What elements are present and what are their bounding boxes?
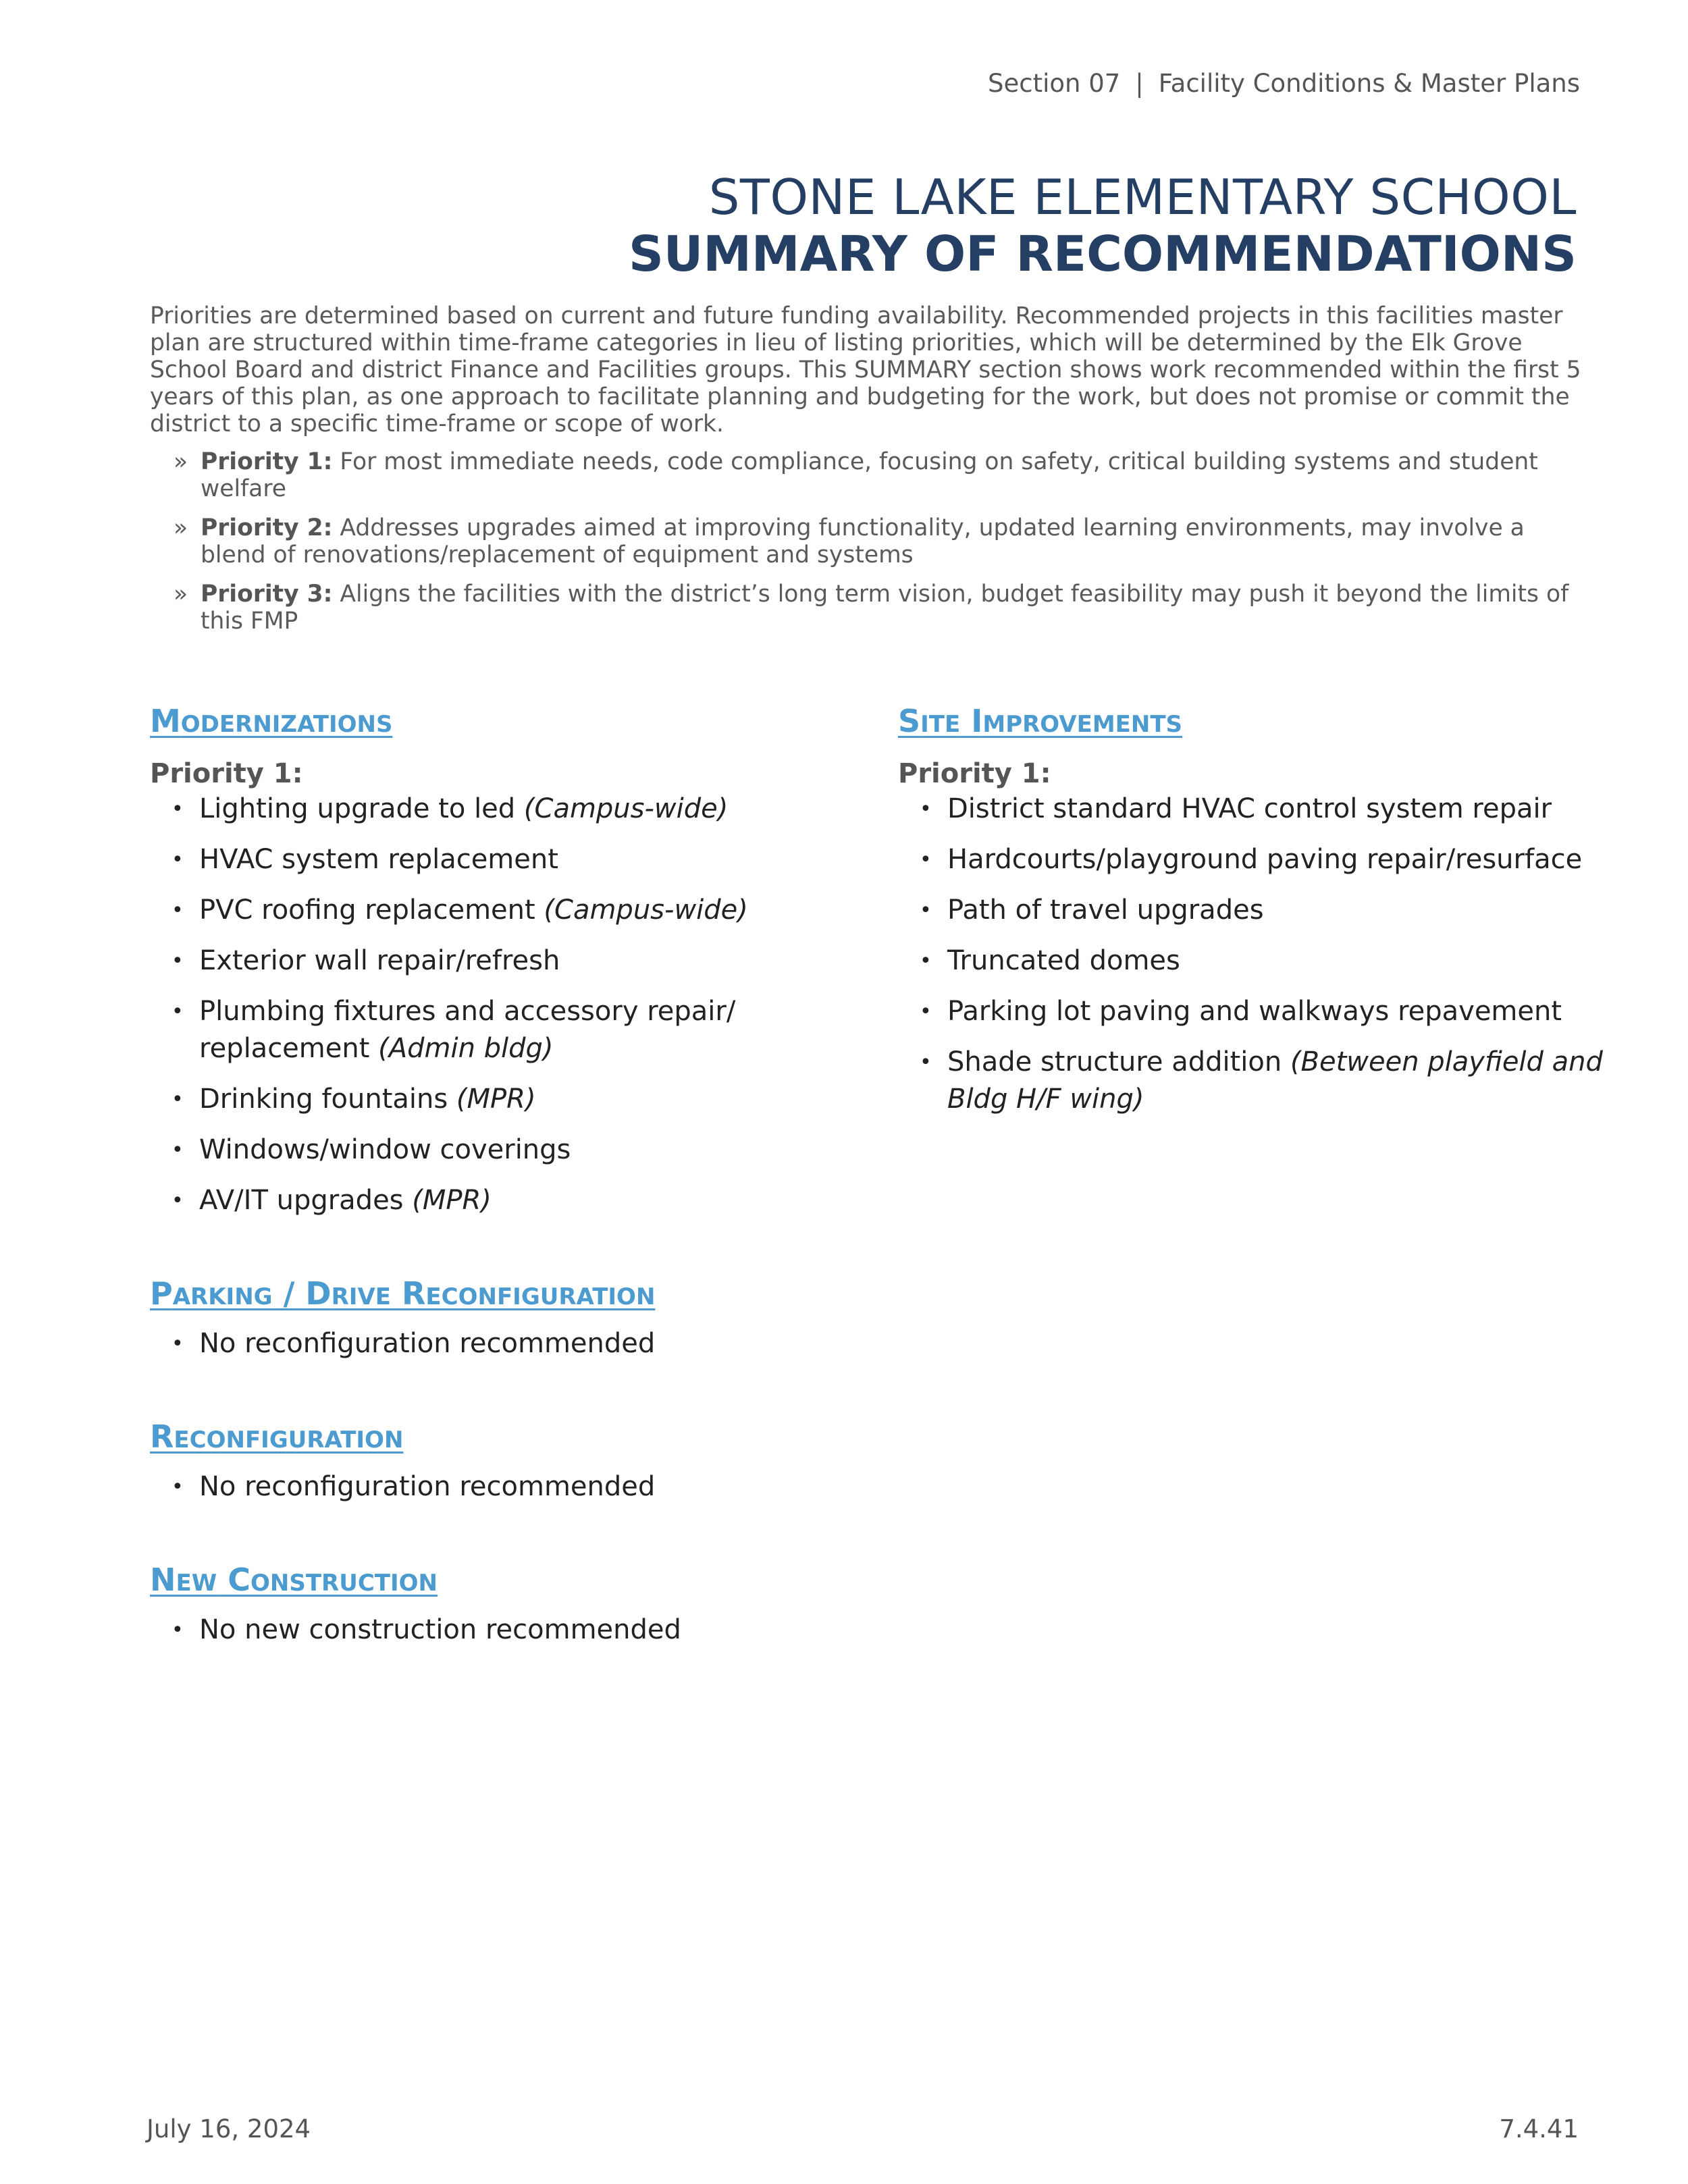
list-item <box>150 892 859 929</box>
item-note: (Between playfield and Bldg H/F wing) <box>947 1046 1603 1115</box>
heading-initial: R <box>390 1275 426 1312</box>
running-header <box>988 69 1580 98</box>
parking-drive-section <box>150 1275 859 1362</box>
heading-initial: D <box>305 1275 332 1312</box>
heading-rest: ITE <box>920 711 961 738</box>
site-improvements-list <box>898 791 1607 1118</box>
heading-rest: EW <box>176 1570 217 1597</box>
reconfiguration-list <box>150 1468 859 1506</box>
bullet-icon: • <box>172 1088 184 1111</box>
item-text: HVAC system replacement <box>199 844 558 875</box>
list-item <box>898 841 1607 878</box>
raquo-icon: » <box>174 448 188 475</box>
item-text: Lighting upgrade to led <box>199 793 524 824</box>
item-note: (Admin bldg) <box>378 1033 554 1064</box>
list-item <box>150 1612 859 1649</box>
right-column <box>898 702 1607 1131</box>
item-text: PVC roofing replacement <box>199 895 544 926</box>
item-text: AV/IT upgrades <box>199 1185 413 1216</box>
heading-initial: I <box>960 703 983 739</box>
site-improvements-heading <box>898 702 1607 743</box>
item-note: (Campus-wide) <box>544 895 748 926</box>
footer-date: July 16, 2024 <box>147 2114 311 2143</box>
modernizations-list <box>150 791 859 1219</box>
list-item <box>150 1468 859 1506</box>
list-item <box>898 993 1607 1030</box>
heading-rest: ECONFIGURATION <box>425 1283 656 1310</box>
item-text: Shade structure addition <box>947 1046 1290 1077</box>
bullet-icon: • <box>920 899 932 922</box>
parking-drive-list <box>150 1325 859 1362</box>
priority-definition <box>150 448 1595 502</box>
priority-definitions <box>150 448 1595 647</box>
heading-initial: C <box>217 1562 251 1598</box>
bullet-icon: • <box>920 949 932 973</box>
bullet-icon: • <box>172 1475 184 1499</box>
heading-initial: N <box>150 1562 176 1598</box>
document-title: SUMMARY OF RECOMMENDATIONS <box>628 225 1577 282</box>
heading-initial: S <box>898 703 921 739</box>
bullet-icon: • <box>172 1189 184 1213</box>
modernizations-section <box>150 702 859 1219</box>
bullet-icon: • <box>172 899 184 922</box>
new-construction-list <box>150 1612 859 1649</box>
chapter-title: Facility Conditions & Master Plans <box>1158 69 1580 98</box>
bullet-icon: • <box>172 1332 184 1356</box>
item-text: District standard HVAC control system repair <box>947 793 1552 824</box>
bullet-icon: • <box>172 1138 184 1162</box>
heading-rest: ONSTRUCTION <box>250 1570 438 1597</box>
bullet-icon: • <box>920 848 932 872</box>
bullet-icon: • <box>172 1000 184 1023</box>
raquo-icon: » <box>174 514 188 541</box>
reconfiguration-section <box>150 1418 859 1506</box>
priority-label: Priority 3: <box>201 581 333 608</box>
priority-label: Priority 1: <box>201 448 333 475</box>
item-text: No new construction recommended <box>199 1614 681 1645</box>
list-item <box>150 1131 859 1169</box>
heading-rest: MPROVEMENTS <box>982 711 1183 738</box>
heading-rest: RIVE <box>331 1283 391 1310</box>
priority-description: Addresses upgrades aimed at improving functionality, updated learning environments, may involve a blend of renovations/replacement of equipment and systems <box>201 514 1525 568</box>
intro-paragraph: Priorities are determined based on current and future funding availability. Recommended projects in this facilities master plan are structured within time-frame categories in lieu of listing priorities, which will be determined by the Elk Grove School Board and district Finance and Facilities groups. This SUMMARY section shows work recommended within the first 5 years of this plan, as one approach to facilitate planning and budgeting for the work, but does not promise or commit the district to a specific time-frame or scope of work. <box>150 302 1581 437</box>
list-item <box>150 993 780 1067</box>
list-item <box>150 1182 859 1219</box>
priority-label: Priority 2: <box>201 514 333 541</box>
left-column <box>150 702 859 1662</box>
section-number: Section 07 <box>987 69 1121 98</box>
item-text: No reconfiguration recommended <box>199 1471 656 1502</box>
heading-rest: ECONFIGURATION <box>174 1427 404 1454</box>
new-construction-heading <box>150 1561 859 1602</box>
bullet-icon: • <box>920 1050 932 1074</box>
list-item <box>150 1325 859 1362</box>
list-item <box>898 942 1607 980</box>
bullet-icon: • <box>172 949 184 973</box>
item-text: No reconfiguration recommended <box>199 1328 656 1359</box>
priority-1-label: Priority 1: <box>898 758 1051 789</box>
school-name: STONE LAKE ELEMENTARY SCHOOL <box>708 169 1577 225</box>
heading-initial: P <box>150 1275 173 1312</box>
list-item <box>150 791 859 828</box>
list-item <box>150 1081 859 1118</box>
item-text: Exterior wall repair/refresh <box>199 945 560 976</box>
bullet-icon: • <box>920 1000 932 1023</box>
heading-slash: / <box>272 1275 306 1312</box>
priority-definition <box>150 581 1595 635</box>
item-text: Hardcourts/playground paving repair/resurface <box>947 844 1583 875</box>
heading-initial: M <box>150 703 181 739</box>
list-item <box>898 1044 1607 1118</box>
bullet-icon: • <box>172 1618 184 1642</box>
modernizations-heading <box>150 702 859 743</box>
bullet-icon: • <box>920 797 932 821</box>
heading-initial: R <box>150 1418 174 1455</box>
site-improvements-section <box>898 702 1607 1118</box>
item-text: Parking lot paving and walkways repavement <box>947 996 1562 1027</box>
reconfiguration-heading <box>150 1418 859 1459</box>
bullet-icon: • <box>172 797 184 821</box>
header-separator: | <box>1135 69 1144 98</box>
heading-rest: ODERNIZATIONS <box>180 711 393 738</box>
page-number: 7.4.41 <box>1499 2114 1579 2143</box>
item-text: Plumbing fixtures and accessory repair/ replacement <box>199 996 736 1064</box>
priority-description: For most immediate needs, code compliance, focusing on safety, critical building systems and student welfare <box>201 448 1538 502</box>
item-text: Path of travel upgrades <box>947 895 1264 926</box>
list-item <box>150 942 859 980</box>
priority-definition <box>150 514 1595 568</box>
list-item <box>150 841 859 878</box>
list-item <box>898 791 1607 828</box>
item-note: (MPR) <box>412 1185 492 1216</box>
priority-1-label: Priority 1: <box>150 758 303 789</box>
priority-description: Aligns the facilities with the district’s long term vision, budget feasibility may push it beyond the limits of this FMP <box>201 581 1569 635</box>
item-text: Drinking fountains <box>199 1084 456 1115</box>
parking-drive-heading <box>150 1275 859 1316</box>
bullet-icon: • <box>172 848 184 872</box>
item-text: Truncated domes <box>947 945 1180 976</box>
list-item <box>898 892 1607 929</box>
item-text: Windows/window coverings <box>199 1134 571 1165</box>
page-title <box>629 169 1577 282</box>
new-construction-section <box>150 1561 859 1649</box>
heading-rest: ARKING <box>172 1283 273 1310</box>
item-note: (Campus-wide) <box>523 793 729 824</box>
item-note: (MPR) <box>456 1084 536 1115</box>
raquo-icon: » <box>174 581 188 608</box>
